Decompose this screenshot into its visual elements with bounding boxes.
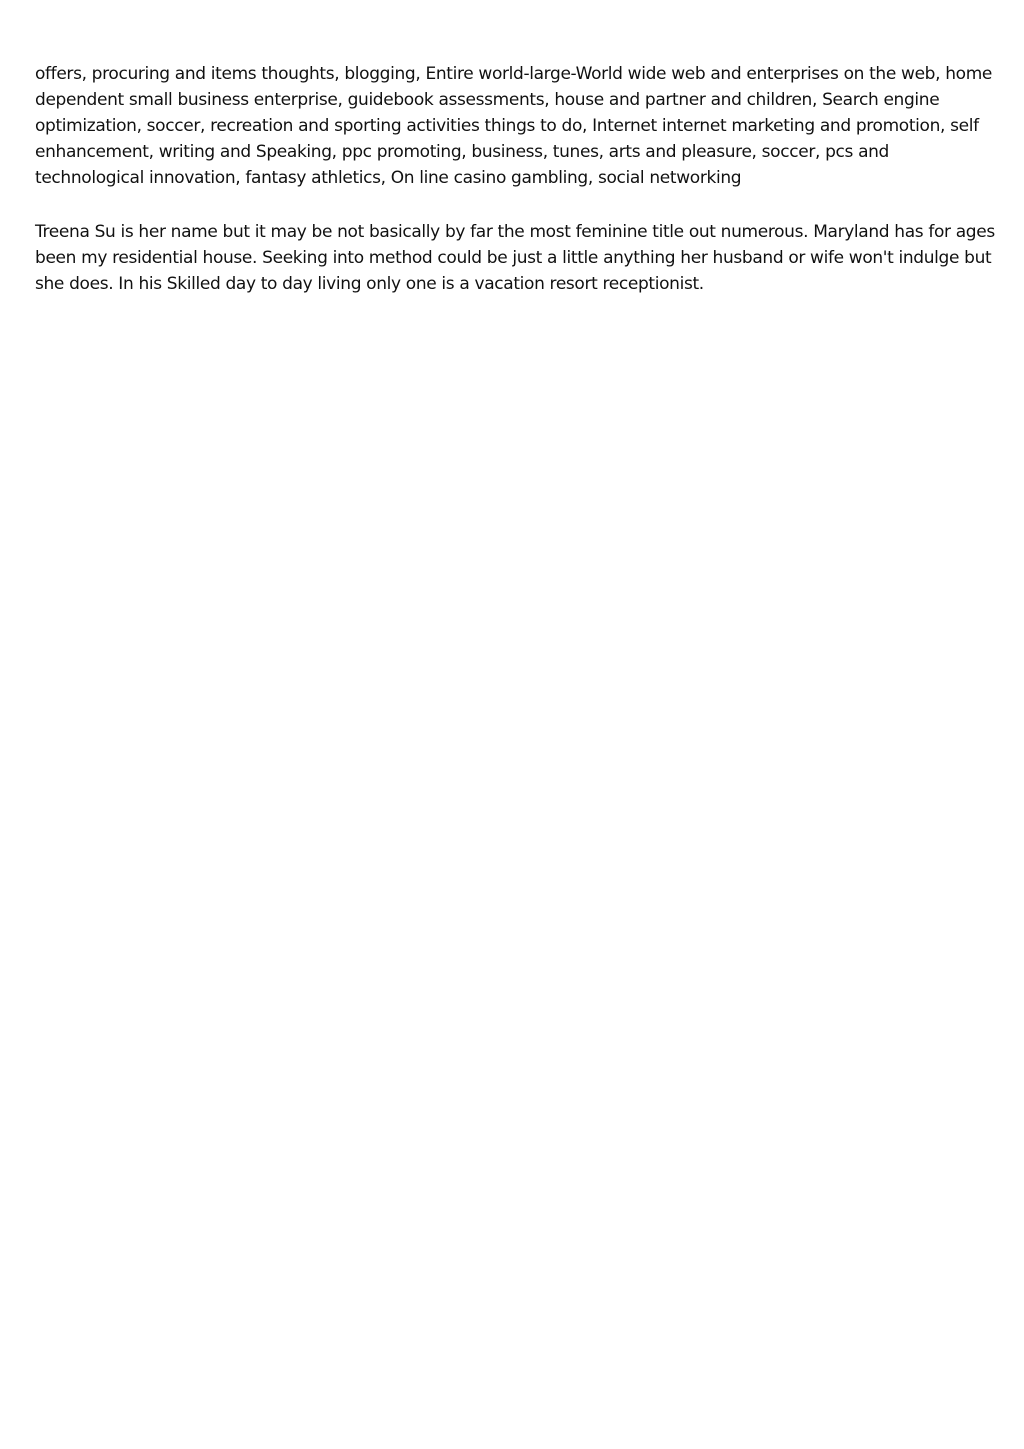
- body-paragraph: offers, procuring and items thoughts, blogging, Entire world-large-World wide web and enterprises on the web, home dependent small business enterprise, guidebook assessments, house and partner and children, Search engine optimization, soccer, recreation and sporting activities things to do, Internet internet marketing and promotion, self enhancement, writing and Speaking, ppc promoting, business, tunes, arts and pleasure, soccer, pcs and technological innovation, fantasy athletics, On line casino gambling, social networking: [35, 64, 993, 188]
- document-page: [35, 61, 995, 325]
- body-paragraph: Treena Su is her name but it may be not basically by far the most feminine title out numerous. Maryland has for ages been my residential house. Seeking into method could be just a little anything her husband or wife won't indulge but she does. In his Skilled day to day living only one is a vacation resort receptionist.: [35, 222, 995, 294]
